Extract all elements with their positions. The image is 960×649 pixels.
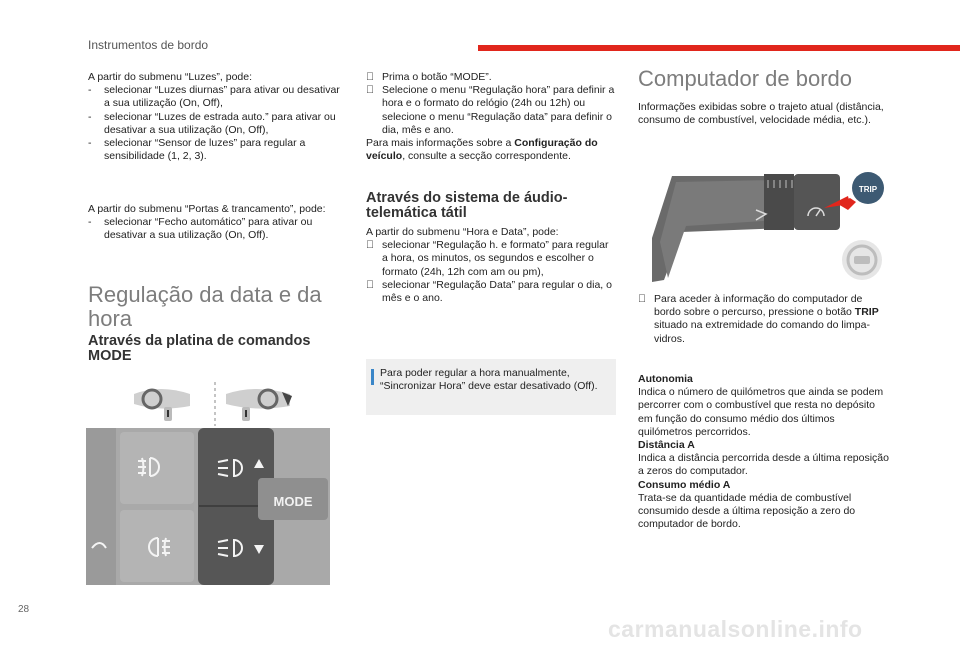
date-time-heading: Regulação da data e da hora — [88, 282, 322, 331]
watermark: carmanualsonline.info — [608, 616, 863, 642]
dash-marker: - — [88, 110, 92, 123]
distancia-title: Distância A — [638, 439, 695, 452]
section-accent-bar — [478, 45, 960, 51]
mode-control-panel — [86, 428, 330, 585]
step-marker-icon — [366, 279, 374, 292]
doors-block — [88, 203, 343, 243]
left-column — [88, 71, 343, 163]
step-marker-icon — [366, 239, 374, 252]
steering-wheel-icon — [226, 389, 292, 421]
trip-definitions — [638, 373, 890, 531]
mode-button-label: MODE — [273, 494, 313, 509]
trip-button-label: TRIP — [858, 185, 878, 194]
steering-wheel-icon — [842, 240, 882, 280]
dash-marker: - — [88, 137, 92, 150]
info-icon — [371, 369, 374, 385]
note-text: Para poder regular a hora manualmente, “Sincronizar Hora” deve estar desativado (Off). — [380, 367, 598, 393]
trip-step — [638, 293, 890, 346]
list-item: - selecionar “Fecho automático” para ativar ou desativar a sua utilização (On, Off). — [88, 216, 313, 242]
step-item: selecionar “Regulação Data” para regular o dia, o mês e o ano. — [366, 279, 616, 305]
step-item: Prima o botão “MODE”. — [366, 71, 616, 84]
trip-computer-heading: Computador de bordo — [638, 66, 853, 91]
step-marker-icon — [366, 71, 374, 84]
section-title: Instrumentos de bordo — [88, 38, 209, 52]
audio-telematics-subheading: Através do sistema de áudio-telemática tátil — [366, 190, 568, 221]
middle-column — [366, 71, 616, 163]
dash-marker: - — [88, 216, 92, 229]
autonomia-title: Autonomia — [638, 373, 693, 385]
more-info-text: Para mais informações sobre a Configuração do veículo, consulte a secção correspondente. — [366, 137, 598, 163]
lights-intro: A partir do submenu “Luzes”, pode: — [88, 71, 253, 83]
page-number: 28 — [18, 604, 30, 615]
trip-computer-intro: Informações exibidas sobre o trajeto atual (distância, consumo de combustível, velocidade média, etc.). — [638, 101, 884, 127]
note-box — [366, 359, 616, 415]
dash-marker: - — [88, 84, 92, 97]
steering-wheel-icon — [134, 389, 190, 421]
consumo-text: Trata-se da quantidade média de combustível consumido desde a última reposição a zero do computador de bordo. — [638, 491, 856, 531]
list-item: - selecionar “Sensor de luzes” para regular a sensibilidade (1, 2, 3). — [88, 137, 306, 163]
autonomia-text: Indica o número de quilómetros que ainda se podem percorrer com o combustível que resta no depósito em função do consumo médio dos últimos quilómetros percorridos. — [638, 386, 884, 438]
list-item: - selecionar “Luzes diurnas” para ativar ou desativar a sua utilização (On, Off), — [88, 84, 340, 110]
steering-wheel-diagram — [130, 380, 300, 428]
mode-subheading: Através da platina de comandos MODE — [88, 333, 311, 364]
audio-steps-block — [366, 226, 616, 305]
list-item: - selecionar “Luzes de estrada auto.” para ativar ou desativar a sua utilização (On, Off), — [88, 110, 336, 136]
step-item: Para aceder à informação do computador de bordo sobre o percurso, pressione o botão TRIP situado na extremidade do comando do limpa-vidros. — [638, 293, 890, 346]
step-item: Selecione o menu “Regulação hora” para definir a hora e o formato do relógio (24h ou 12h) ou selecione o menu “Regulação data” para definir o dia, mês e ano. — [366, 84, 616, 137]
wiper-stalk-diagram — [638, 170, 888, 285]
audio-intro: A partir do submenu “Hora e Data”, pode: — [366, 226, 559, 238]
doors-intro: A partir do submenu “Portas & trancamento”, pode: — [88, 203, 326, 215]
distancia-text: Indica a distância percorrida desde a última reposição a zeros do computador. — [638, 452, 889, 478]
consumo-title: Consumo médio A — [638, 478, 731, 491]
step-item: selecionar “Regulação h. e formato” para regular a hora, os minutos, os segundos e escolher o formato (24h, 12h com am ou pm), — [366, 239, 616, 279]
step-marker-icon — [366, 84, 374, 97]
step-marker-icon — [638, 293, 646, 306]
